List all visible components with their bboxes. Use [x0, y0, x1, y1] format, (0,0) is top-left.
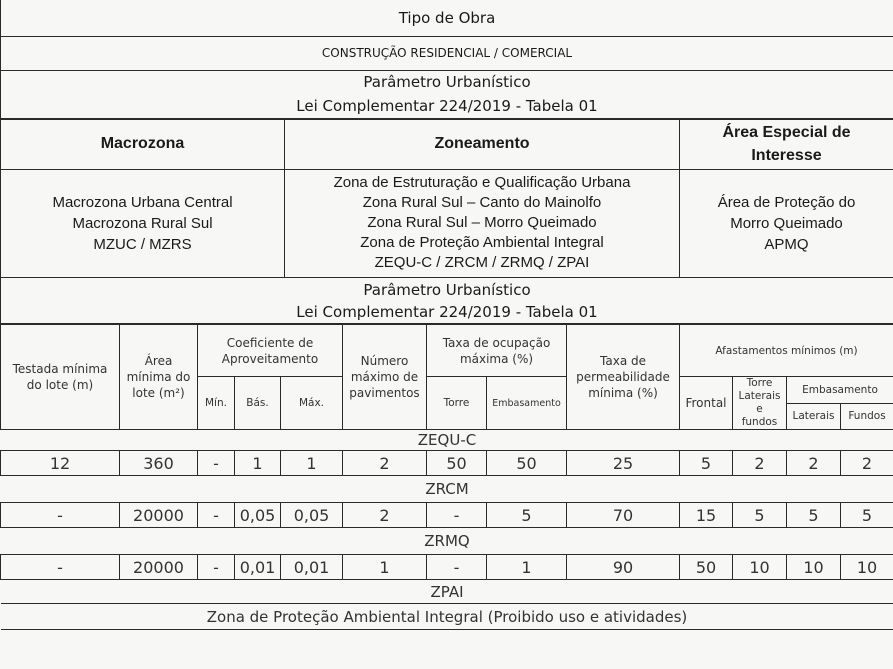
coef-max-header: Máx.: [281, 377, 343, 430]
param2-table: [0, 278, 893, 325]
frontal-header: Frontal: [680, 377, 733, 430]
torre-lat-header: Torre Laterais e fundos: [733, 377, 787, 430]
zequ-laterais: 2: [787, 451, 841, 476]
zrcm-testada: -: [1, 503, 120, 528]
zequ-torre: 50: [427, 451, 487, 476]
param-label: Parâmetro Urbanístico: [1, 70, 893, 94]
zrcm-torre-lat: 5: [733, 503, 787, 528]
zequ-coef-bas: 1: [235, 451, 281, 476]
emb-header: Embasamento: [787, 377, 893, 404]
zequ-frontal: 5: [680, 451, 733, 476]
zrmq-frontal: 50: [680, 555, 733, 580]
num-pav-header: Número máximo de pavimentos: [343, 325, 427, 430]
macrozona-header: Macrozona: [1, 119, 285, 169]
zrcm-coef-max: 0,05: [281, 503, 343, 528]
zrmq-taxa-perm: 90: [567, 555, 680, 580]
zequ-area: 360: [120, 451, 198, 476]
fundos-header: Fundos: [841, 403, 893, 430]
zone-title-zrmq: ZRMQ: [1, 528, 893, 555]
zrcm-frontal: 15: [680, 503, 733, 528]
torre-header: Torre: [427, 377, 487, 430]
zequ-embasamento: 50: [487, 451, 567, 476]
testada-header: Testada mínima do lote (m): [1, 325, 120, 430]
params-table: [0, 324, 893, 630]
zone-title-zpai: ZPAI: [1, 580, 893, 604]
zequ-coef-max: 1: [281, 451, 343, 476]
zequ-fundos: 2: [841, 451, 893, 476]
embasamento-header: Embasamento: [487, 377, 567, 430]
zrcm-torre: -: [427, 503, 487, 528]
zequ-taxa-perm: 25: [567, 451, 680, 476]
zequ-testada: 12: [1, 451, 120, 476]
zrcm-embasamento: 5: [487, 503, 567, 528]
area-min-header: Área mínima do lote (m²): [120, 325, 198, 430]
zpai-note: Zona de Proteção Ambiental Integral (Proibido uso e atividades): [1, 604, 893, 630]
zones-table: [0, 119, 893, 278]
coef-header: Coeficiente de Aproveitamento: [198, 325, 343, 377]
tipo-obra-value: CONSTRUÇÃO RESIDENCIAL / COMERCIAL: [1, 36, 893, 70]
zrcm-coef-bas: 0,05: [235, 503, 281, 528]
zrcm-num-pav: 2: [343, 503, 427, 528]
zoneamento-header: Zoneamento: [285, 119, 680, 169]
zrcm-coef-min: -: [198, 503, 235, 528]
zone-title-zequ: ZEQU-C: [1, 430, 893, 451]
macrozona-cell: Macrozona Urbana Central Macrozona Rural Sul MZUC / MZRS: [1, 169, 285, 277]
header-table: [0, 0, 893, 119]
zrcm-area: 20000: [120, 503, 198, 528]
zrmq-coef-min: -: [198, 555, 235, 580]
lei-label: Lei Complementar 224/2019 - Tabela 01: [1, 94, 893, 118]
zoneamento-cell: Zona de Estruturação e Qualificação Urbana Zona Rural Sul – Canto do Mainolfo Zona Rural Sul – Morro Queimado Zona de Proteção Ambiental Integral ZEQU-C / ZRCM / ZRMQ / ZPAI: [285, 169, 680, 277]
tipo-obra-label: Tipo de Obra: [1, 0, 893, 36]
zrmq-embasamento: 1: [487, 555, 567, 580]
zrmq-testada: -: [1, 555, 120, 580]
coef-bas-header: Bás.: [235, 377, 281, 430]
zone-title-zrcm: ZRCM: [1, 476, 893, 503]
coef-min-header: Mín.: [198, 377, 235, 430]
param2-label: Parâmetro Urbanístico: [1, 278, 893, 302]
laterais-header: Laterais: [787, 403, 841, 430]
zrmq-torre: -: [427, 555, 487, 580]
area-cell: Área de Proteção do Morro Queimado APMQ: [680, 169, 893, 277]
zrmq-fundos: 10: [841, 555, 893, 580]
zequ-torre-lat: 2: [733, 451, 787, 476]
zrmq-coef-max: 0,01: [281, 555, 343, 580]
zrcm-laterais: 5: [787, 503, 841, 528]
area-header: Área Especial de Interesse: [680, 119, 893, 169]
taxa-ocup-header: Taxa de ocupação máxima (%): [427, 325, 567, 377]
zrmq-coef-bas: 0,01: [235, 555, 281, 580]
taxa-perm-header: Taxa de permeabilidade mínima (%): [567, 325, 680, 430]
zrcm-fundos: 5: [841, 503, 893, 528]
zequ-num-pav: 2: [343, 451, 427, 476]
zrmq-area: 20000: [120, 555, 198, 580]
afast-header: Afastamentos mínimos (m): [680, 325, 893, 377]
zequ-coef-min: -: [198, 451, 235, 476]
zrmq-laterais: 10: [787, 555, 841, 580]
lei2-label: Lei Complementar 224/2019 - Tabela 01: [1, 302, 893, 324]
zrcm-taxa-perm: 70: [567, 503, 680, 528]
zrmq-torre-lat: 10: [733, 555, 787, 580]
zrmq-num-pav: 1: [343, 555, 427, 580]
